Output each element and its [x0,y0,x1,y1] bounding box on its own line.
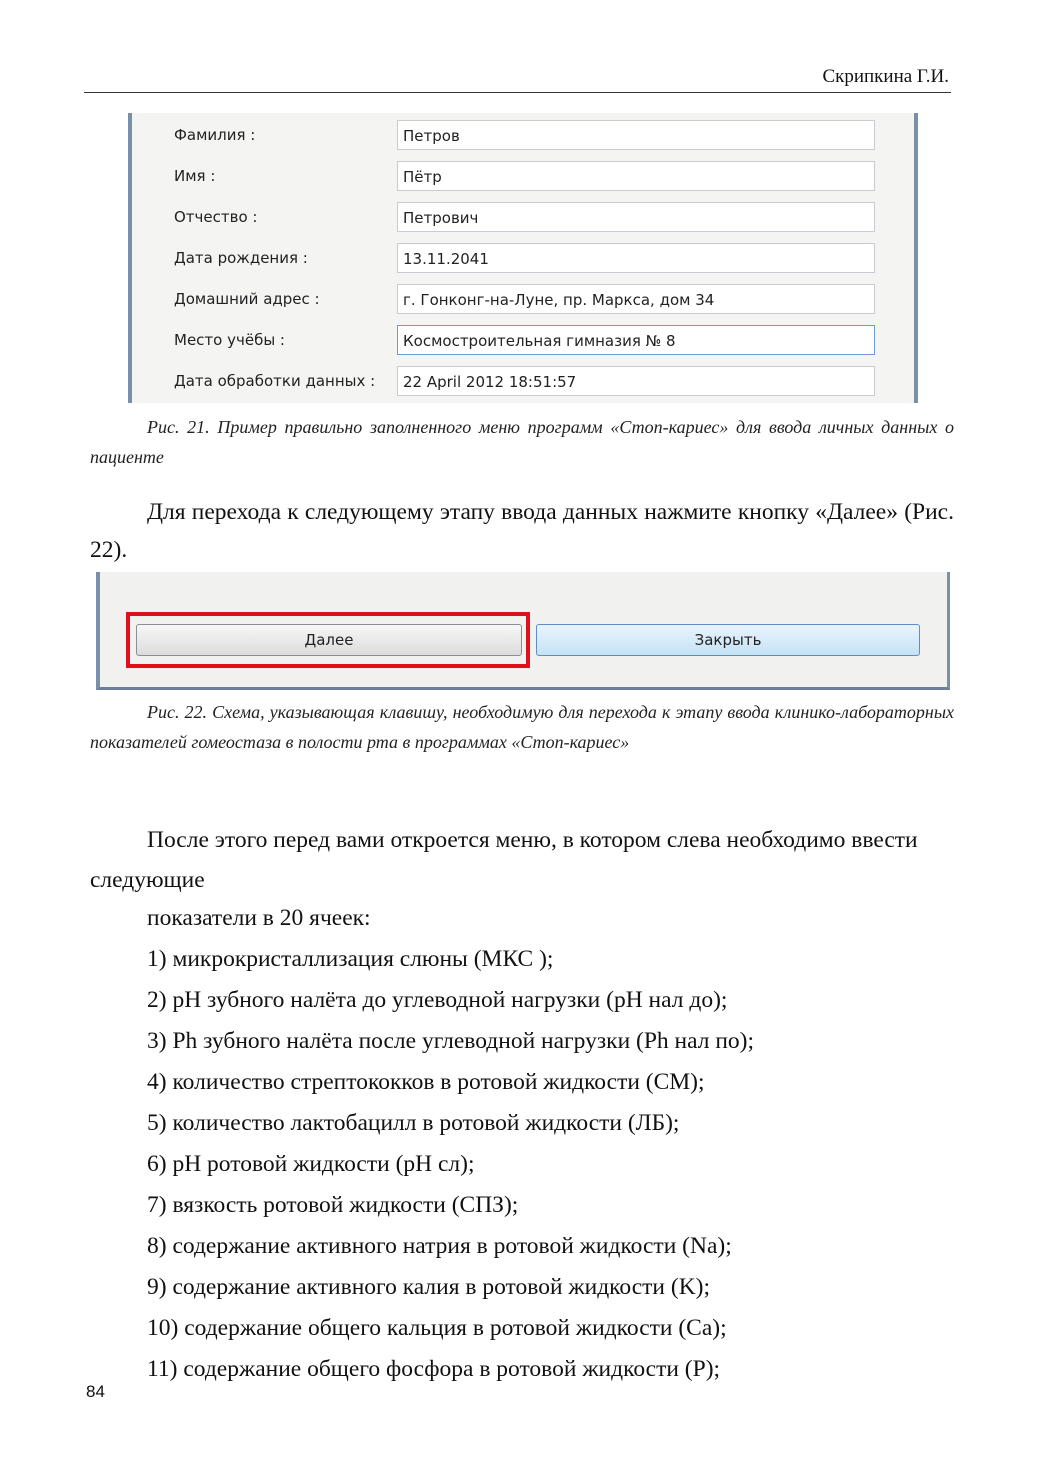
address-input[interactable]: г. Гонконг-на-Луне, пр. Маркса, дом 34 [397,284,875,314]
list-item: 9) содержание активного калия в ротовой жидкости (K); [147,1274,711,1300]
address-label: Домашний адрес : [174,290,320,308]
list-item: 4) количество стрептококков в ротовой жидкости (СМ); [147,1069,705,1095]
list-item: 3) Ph зубного налёта после углеводной нагрузки (Ph нал по); [147,1028,755,1054]
paragraph-next-step: Для перехода к следующему этапу ввода данных нажмите кнопку «Далее» (Рис. 22). [90,499,954,563]
form-row-address [132,284,914,320]
form-row-patronymic [132,202,914,238]
list-item: 1) микрокристаллизация слюны (МКС ); [147,946,554,972]
form-row-school [132,325,914,361]
figure-21-caption: Рис. 21. Пример правильно заполненного меню программ «Стоп-кариес» для ввода личных данных о пациенте [90,417,954,467]
school-label: Место учёбы : [174,331,285,349]
header-rule [84,92,951,93]
form-row-birthdate [132,243,914,279]
next-button-highlight [126,612,530,668]
form-row-processing-date [132,366,914,402]
page-number: 84 [86,1382,105,1401]
surname-input[interactable]: Петров [397,120,875,150]
surname-label: Фамилия : [174,126,256,144]
paragraph-menu-intro: После этого перед вами откроется меню, в котором слева необходимо ввести следующие [90,827,918,893]
name-label: Имя : [174,167,216,185]
name-input[interactable]: Пётр [397,161,875,191]
list-item: 8) содержание активного натрия в ротовой жидкости (Na); [147,1233,732,1259]
school-input[interactable]: Космостроительная гимназия № 8 [397,325,875,355]
close-button[interactable]: Закрыть [536,624,920,656]
list-item: 5) количество лактобацилл в ротовой жидкости (ЛБ); [147,1110,680,1136]
patient-form-screenshot [128,113,918,403]
list-item: 7) вязкость ротовой жидкости (СПЗ); [147,1192,519,1218]
next-button[interactable]: Далее [136,624,522,656]
processing-date-label: Дата обработки данных : [174,372,376,390]
form-row-name [132,161,914,197]
figure-22-caption: Рис. 22. Схема, указывающая клавишу, необходимую для перехода к этапу ввода клинико-лабораторных показателей гомеостаза в полости рта в программах «Стоп-кариес» [90,702,954,752]
form-row-surname [132,120,914,156]
birthdate-label: Дата рождения : [174,249,308,267]
list-item: 6) рН ротовой жидкости (рН сл); [147,1151,475,1177]
list-lead: показатели в 20 ячеек: [147,905,371,931]
running-header-author: Скрипкина Г.И. [822,66,949,87]
list-item: 10) содержание общего кальция в ротовой жидкости (Ca); [147,1315,727,1341]
processing-date-input[interactable]: 22 April 2012 18:51:57 [397,366,875,396]
birthdate-input[interactable]: 13.11.2041 [397,243,875,273]
list-item: 11) содержание общего фосфора в ротовой жидкости (P); [147,1356,721,1382]
list-item: 2) рН зубного налёта до углеводной нагрузки (рН нал до); [147,987,728,1013]
buttons-screenshot [96,572,950,690]
patronymic-input[interactable]: Петрович [397,202,875,232]
patronymic-label: Отчество : [174,208,258,226]
